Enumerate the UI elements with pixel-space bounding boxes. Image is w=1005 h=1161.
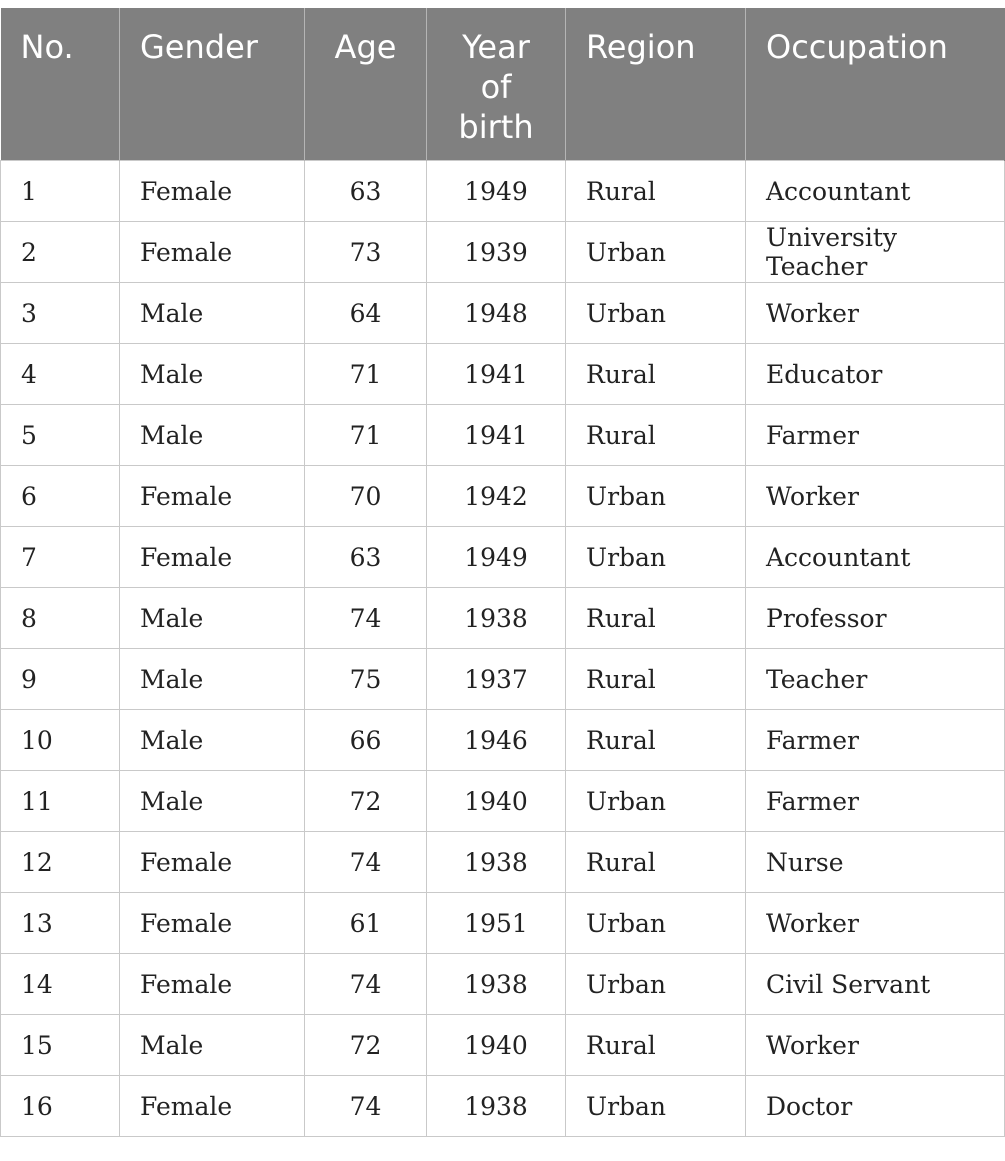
cell-gender: Female xyxy=(120,466,305,527)
cell-age: 72 xyxy=(305,1015,427,1076)
table-row xyxy=(1,588,1005,649)
cell-age: 71 xyxy=(305,344,427,405)
cell-no: 16 xyxy=(1,1076,120,1137)
cell-year-of-birth: 1938 xyxy=(427,1076,566,1137)
cell-no: 14 xyxy=(1,954,120,1015)
header-gender: Gender xyxy=(120,9,305,161)
cell-no: 12 xyxy=(1,832,120,893)
table-row xyxy=(1,405,1005,466)
participants-table-container xyxy=(0,8,1005,1137)
cell-occupation: Farmer xyxy=(746,405,1005,466)
cell-occupation: Teacher xyxy=(746,649,1005,710)
cell-gender: Female xyxy=(120,1076,305,1137)
cell-gender: Male xyxy=(120,710,305,771)
table-row xyxy=(1,344,1005,405)
header-no: No. xyxy=(1,9,120,161)
cell-age: 70 xyxy=(305,466,427,527)
cell-occupation: University Teacher xyxy=(746,222,1005,283)
cell-no: 3 xyxy=(1,283,120,344)
cell-region: Urban xyxy=(566,1076,746,1137)
cell-year-of-birth: 1939 xyxy=(427,222,566,283)
cell-age: 63 xyxy=(305,527,427,588)
cell-region: Rural xyxy=(566,588,746,649)
cell-occupation: Accountant xyxy=(746,161,1005,222)
table-row xyxy=(1,283,1005,344)
cell-no: 15 xyxy=(1,1015,120,1076)
cell-year-of-birth: 1948 xyxy=(427,283,566,344)
cell-year-of-birth: 1949 xyxy=(427,161,566,222)
table-body xyxy=(1,161,1005,1137)
table-row xyxy=(1,1015,1005,1076)
cell-region: Urban xyxy=(566,771,746,832)
cell-occupation: Farmer xyxy=(746,771,1005,832)
cell-occupation: Accountant xyxy=(746,527,1005,588)
cell-occupation: Educator xyxy=(746,344,1005,405)
cell-age: 73 xyxy=(305,222,427,283)
cell-year-of-birth: 1940 xyxy=(427,771,566,832)
cell-gender: Male xyxy=(120,649,305,710)
cell-year-of-birth: 1941 xyxy=(427,344,566,405)
cell-gender: Female xyxy=(120,161,305,222)
cell-age: 64 xyxy=(305,283,427,344)
cell-gender: Female xyxy=(120,954,305,1015)
table-row xyxy=(1,161,1005,222)
cell-year-of-birth: 1938 xyxy=(427,954,566,1015)
cell-age: 71 xyxy=(305,405,427,466)
cell-year-of-birth: 1942 xyxy=(427,466,566,527)
table-row xyxy=(1,222,1005,283)
cell-year-of-birth: 1949 xyxy=(427,527,566,588)
cell-gender: Male xyxy=(120,771,305,832)
cell-age: 75 xyxy=(305,649,427,710)
header-occupation: Occupation xyxy=(746,9,1005,161)
table-row xyxy=(1,527,1005,588)
cell-year-of-birth: 1938 xyxy=(427,588,566,649)
cell-no: 8 xyxy=(1,588,120,649)
cell-no: 4 xyxy=(1,344,120,405)
cell-region: Urban xyxy=(566,466,746,527)
cell-region: Rural xyxy=(566,344,746,405)
cell-occupation: Nurse xyxy=(746,832,1005,893)
cell-no: 6 xyxy=(1,466,120,527)
cell-year-of-birth: 1941 xyxy=(427,405,566,466)
cell-age: 66 xyxy=(305,710,427,771)
cell-region: Rural xyxy=(566,1015,746,1076)
cell-region: Rural xyxy=(566,710,746,771)
cell-occupation: Worker xyxy=(746,466,1005,527)
cell-no: 10 xyxy=(1,710,120,771)
cell-occupation: Worker xyxy=(746,1015,1005,1076)
cell-gender: Male xyxy=(120,1015,305,1076)
cell-occupation: Civil Servant xyxy=(746,954,1005,1015)
table-row xyxy=(1,649,1005,710)
cell-gender: Male xyxy=(120,283,305,344)
header-age: Age xyxy=(305,9,427,161)
header-region: Region xyxy=(566,9,746,161)
participants-table xyxy=(0,8,1005,1137)
cell-no: 13 xyxy=(1,893,120,954)
cell-gender: Female xyxy=(120,893,305,954)
cell-region: Urban xyxy=(566,527,746,588)
table-header xyxy=(1,9,1005,161)
header-row xyxy=(1,9,1005,161)
cell-no: 2 xyxy=(1,222,120,283)
cell-occupation: Farmer xyxy=(746,710,1005,771)
cell-gender: Female xyxy=(120,832,305,893)
cell-age: 72 xyxy=(305,771,427,832)
cell-region: Rural xyxy=(566,161,746,222)
cell-year-of-birth: 1951 xyxy=(427,893,566,954)
table-row xyxy=(1,954,1005,1015)
cell-no: 9 xyxy=(1,649,120,710)
cell-occupation: Worker xyxy=(746,893,1005,954)
cell-occupation: Worker xyxy=(746,283,1005,344)
cell-no: 5 xyxy=(1,405,120,466)
cell-gender: Female xyxy=(120,527,305,588)
cell-occupation: Professor xyxy=(746,588,1005,649)
cell-region: Urban xyxy=(566,283,746,344)
cell-occupation: Doctor xyxy=(746,1076,1005,1137)
cell-region: Rural xyxy=(566,405,746,466)
cell-gender: Male xyxy=(120,405,305,466)
cell-age: 74 xyxy=(305,588,427,649)
header-year-of-birth: Year of birth xyxy=(427,9,566,161)
cell-region: Urban xyxy=(566,954,746,1015)
table-row xyxy=(1,832,1005,893)
cell-region: Urban xyxy=(566,222,746,283)
table-row xyxy=(1,1076,1005,1137)
cell-age: 74 xyxy=(305,832,427,893)
cell-gender: Male xyxy=(120,588,305,649)
cell-no: 1 xyxy=(1,161,120,222)
cell-year-of-birth: 1946 xyxy=(427,710,566,771)
cell-year-of-birth: 1938 xyxy=(427,832,566,893)
cell-age: 63 xyxy=(305,161,427,222)
cell-no: 7 xyxy=(1,527,120,588)
table-row xyxy=(1,466,1005,527)
cell-region: Rural xyxy=(566,832,746,893)
cell-gender: Male xyxy=(120,344,305,405)
table-row xyxy=(1,893,1005,954)
cell-gender: Female xyxy=(120,222,305,283)
cell-year-of-birth: 1940 xyxy=(427,1015,566,1076)
cell-region: Urban xyxy=(566,893,746,954)
cell-year-of-birth: 1937 xyxy=(427,649,566,710)
table-row xyxy=(1,710,1005,771)
cell-age: 61 xyxy=(305,893,427,954)
cell-age: 74 xyxy=(305,954,427,1015)
cell-region: Rural xyxy=(566,649,746,710)
table-row xyxy=(1,771,1005,832)
cell-age: 74 xyxy=(305,1076,427,1137)
cell-no: 11 xyxy=(1,771,120,832)
